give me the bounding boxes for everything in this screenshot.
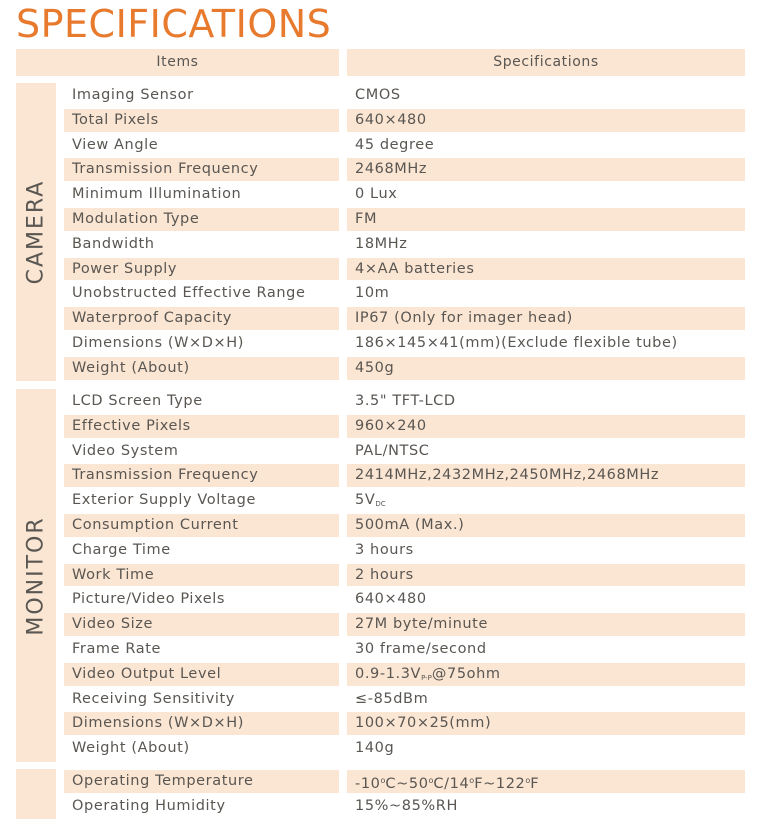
- spec-value-text: 0 Lux: [355, 186, 398, 203]
- spec-row: [64, 182, 745, 207]
- spec-value: [347, 588, 745, 611]
- spec-item-label: Total Pixels: [64, 109, 339, 132]
- spec-value-text: 2 hours: [355, 566, 414, 583]
- spec-item-label: Bandwidth: [72, 235, 155, 252]
- spec-value: [347, 539, 745, 562]
- spec-item-label: Operating Temperature: [64, 770, 339, 793]
- spec-value: [347, 233, 745, 256]
- spec-value-text: ≤-85dBm: [355, 690, 429, 707]
- spec-value-part: -10: [355, 776, 381, 792]
- spec-value: [347, 307, 745, 330]
- spec-item-label: Weight (About): [72, 740, 190, 757]
- spec-value: [347, 663, 745, 686]
- spec-row: [64, 439, 745, 464]
- spec-value-text: 30 frame/second: [355, 640, 487, 657]
- spec-value: [347, 712, 745, 735]
- spec-value-text: 5V: [355, 492, 376, 509]
- spec-row: [64, 563, 745, 588]
- spec-row: [64, 108, 745, 133]
- spec-item-label: Minimum Illumination: [72, 186, 242, 203]
- spec-row: [64, 538, 745, 563]
- spec-value: [347, 464, 745, 487]
- spec-value-text: 140g: [355, 740, 395, 757]
- spec-value: [347, 795, 745, 818]
- spec-row: [64, 794, 745, 819]
- camera-section-label: [16, 83, 56, 381]
- spec-item-label: Frame Rate: [72, 640, 162, 657]
- spec-row: [64, 207, 745, 232]
- spec-item-label: Effective Pixels: [64, 415, 339, 438]
- spec-row: [64, 281, 745, 306]
- spec-value-text: 4×AA batteries: [355, 260, 475, 277]
- spec-row: [64, 711, 745, 736]
- spec-value: [347, 638, 745, 661]
- spec-value: [347, 564, 745, 587]
- spec-value-part: F: [530, 776, 540, 792]
- spec-value: [347, 332, 745, 355]
- spec-value: [347, 258, 745, 281]
- spec-item-label: Transmission Frequency: [64, 158, 339, 181]
- spec-value-text: 27M byte/minute: [355, 616, 488, 633]
- spec-value-part: F~122: [474, 776, 526, 792]
- spec-item-label: Consumption Current: [64, 514, 339, 537]
- spec-item-label: Picture/Video Pixels: [72, 591, 226, 608]
- spec-row: [64, 83, 745, 108]
- specifications-column-header: Specifications: [347, 49, 745, 76]
- spec-row: [64, 662, 745, 687]
- camera-spec-table: [64, 83, 745, 381]
- spec-value-text: 3 hours: [355, 541, 414, 558]
- spec-value-text: 15%~85%RH: [355, 797, 458, 814]
- spec-item-label: Modulation Type: [64, 208, 339, 231]
- spec-value: [347, 770, 745, 793]
- spec-item-label: Transmission Frequency: [64, 464, 339, 487]
- spec-value: [347, 613, 745, 636]
- spec-row: [64, 331, 745, 356]
- spec-value-subscript: DC: [375, 500, 386, 509]
- degree-mark: o: [380, 776, 386, 785]
- spec-value-text: IP67 (Only for imager head): [355, 310, 573, 327]
- spec-value: [347, 357, 745, 380]
- spec-item-label: Video Output Level: [64, 663, 339, 686]
- spec-value: [347, 282, 745, 305]
- spec-value: [347, 737, 745, 760]
- spec-item-label: View Angle: [72, 136, 159, 153]
- spec-value-text: 0.9-1.3V: [355, 665, 422, 682]
- spec-value-suffix: @75ohm: [431, 665, 501, 682]
- spec-row: [64, 133, 745, 158]
- spec-row: [64, 257, 745, 282]
- spec-row: [64, 769, 745, 794]
- spec-value-text: PAL/NTSC: [355, 442, 430, 459]
- spec-row: [64, 463, 745, 488]
- spec-item-label: Video System: [72, 442, 179, 459]
- spec-value: [347, 84, 745, 107]
- spec-value-text: 960×240: [355, 417, 427, 434]
- spec-value-text: 640×480: [355, 111, 427, 128]
- spec-value: [347, 688, 745, 711]
- degree-mark: o: [525, 776, 531, 785]
- spec-value-text: 10m: [355, 285, 390, 302]
- spec-row: [64, 637, 745, 662]
- spec-value-text: 640×480: [355, 591, 427, 608]
- spec-item-label: Work Time: [64, 564, 339, 587]
- spec-item-label: Dimensions (W×D×H): [64, 712, 339, 735]
- spec-value: [347, 489, 745, 512]
- general-spec-table: [64, 769, 745, 819]
- spec-value: [347, 183, 745, 206]
- spec-value-text: 2468MHz: [355, 161, 428, 178]
- spec-item-label: Power Supply: [64, 258, 339, 281]
- spec-value: [347, 208, 745, 231]
- spec-value-text: CMOS: [355, 87, 401, 103]
- spec-value-text: 18MHz: [355, 235, 408, 252]
- spec-row: [64, 612, 745, 637]
- spec-value-part: C/14: [433, 776, 470, 792]
- spec-value-text: 45 degree: [355, 136, 435, 153]
- spec-item-label: Dimensions (W×D×H): [72, 334, 245, 351]
- spec-value-text: 100×70×25(mm): [355, 715, 492, 732]
- spec-value-text: 3.5" TFT-LCD: [355, 393, 456, 409]
- spec-value-subscript: P-P: [421, 673, 432, 682]
- spec-row: [64, 356, 745, 381]
- spec-value: [347, 514, 745, 537]
- spec-value: [347, 415, 745, 438]
- spec-value-part: C~50: [385, 776, 429, 792]
- spec-value: [347, 158, 745, 181]
- spec-item-label: Exterior Supply Voltage: [72, 492, 256, 509]
- spec-item-label: Video Size: [64, 613, 339, 636]
- spec-item-label: Unobstructed Effective Range: [72, 285, 306, 302]
- monitor-spec-table: [64, 389, 745, 761]
- spec-row: [64, 513, 745, 538]
- spec-value-text: 450g: [355, 359, 395, 376]
- spec-value: [347, 440, 745, 463]
- degree-mark: o: [469, 776, 475, 785]
- spec-row: [64, 306, 745, 331]
- spec-value-text: 2414MHz,2432MHz,2450MHz,2468MHz: [355, 467, 660, 484]
- spec-item-label: Imaging Sensor: [72, 87, 194, 103]
- spec-value-text: 500mA (Max.): [355, 516, 465, 533]
- items-column-header: Items: [16, 49, 339, 76]
- spec-row: [64, 587, 745, 612]
- spec-item-label: Waterproof Capacity: [64, 307, 339, 330]
- spec-row: [64, 736, 745, 761]
- spec-item-label: Weight (About): [64, 357, 339, 380]
- spec-row: [64, 488, 745, 513]
- spec-row: [64, 389, 745, 414]
- spec-row: [64, 157, 745, 182]
- general-section-label: [16, 769, 56, 819]
- spec-item-label: LCD Screen Type: [72, 393, 203, 409]
- camera-label: CAMERA: [23, 179, 49, 285]
- spec-value: [347, 109, 745, 132]
- spec-row: [64, 414, 745, 439]
- spec-value-text: 186×145×41(mm)(Exclude flexible tube): [355, 334, 678, 351]
- monitor-label: MONITOR: [23, 515, 49, 636]
- spec-item-label: Operating Humidity: [72, 797, 226, 814]
- spec-item-label: Receiving Sensitivity: [72, 690, 235, 707]
- degree-mark: o: [428, 776, 434, 785]
- spec-row: [64, 232, 745, 257]
- spec-row: [64, 687, 745, 712]
- spec-value-text: FM: [355, 210, 378, 227]
- page-title: SPECIFICATIONS: [16, 2, 332, 46]
- spec-value: [347, 390, 745, 413]
- monitor-section-label: [16, 389, 56, 762]
- spec-item-label: Charge Time: [72, 541, 171, 558]
- spec-value: [347, 134, 745, 157]
